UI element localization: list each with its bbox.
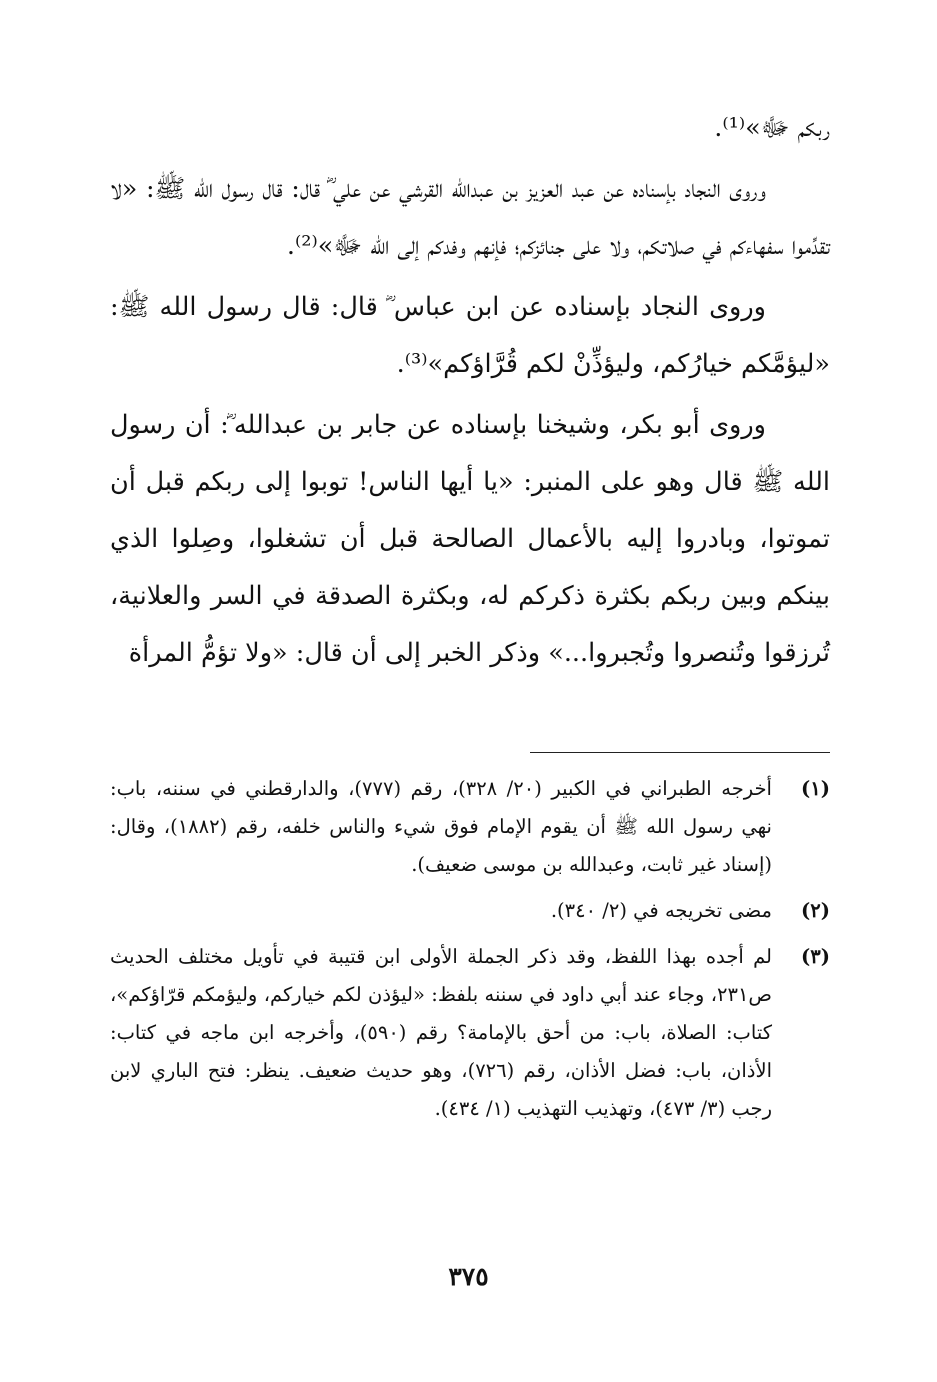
paragraph-abu-bakr-jabir: وروى أبو بكر، وشيخنا بإسناده عن جابر بن عبدالله ؓ: أن رسول الله ﷺ قال وهو على المنبر: «يا أيها الناس! توبوا إلى ربكم قبل أن تموتوا، وبادروا إليه بالأعمال الصالحة قبل أن تشغلوا، وصِلوا الذي بينكم وبين ربكم بكثرة ذكركم له، وبكثرة الصدقة في السر والعلانية، تُرزقوا وتُنصروا وتُجبروا...» وذكر الخبر إلى أن قال: «ولا تؤمُّ المرأة: [110, 410, 830, 668]
main-text-body: [110, 100, 830, 682]
footnote-text: لم أجده بهذا اللفظ، وقد ذكر الجملة الأولى ابن قتيبة في تأويل مختلف الحديث ص٢٣١، وجاء عند أبي داود في سننه بلفظ: «ليؤذن لكم خياركم، وليؤمكم قرّاؤكم»، كتاب: الصلاة، باب: من أحق بالإمامة؟ رقم (٥٩٠)، وأخرجه ابن ماجه في كتاب: الأذان، باب: فضل الأذان، رقم (٧٢٦)، وهو حديث ضعيف. ينظر: فتح الباري لابن رجب (٣/ ٤٧٣)، وتهذيب التهذيب (١/ ٤٣٤).: [110, 945, 772, 1120]
footnotes-section: [110, 770, 830, 1136]
footnote-text: أخرجه الطبراني في الكبير (٢٠/ ٣٢٨)، رقم (٧٧٧)، والدارقطني في سننه، باب: نهي رسول الله ﷺ أن يقوم الإمام فوق شيء والناس خلفه، رقم (١٨٨٢)، وقال: (إسناد غير ثابت، وعبدالله بن موسى ضعيف).: [110, 777, 772, 876]
paragraph-najjad-ibn-abbas: وروى النجاد بإسناده عن ابن عباس ؓ قال: قال رسول الله ﷺ: «ليؤمَّكم خيارُكم، وليؤذِّنْ لكم قُرَّاؤكم»⁽³⁾.: [110, 292, 830, 379]
footnote-number: (١): [801, 777, 830, 800]
paragraph-continuation: ربكم ﷻ»⁽¹⁾.: [714, 113, 830, 143]
page-number: ٣٧٥: [448, 1262, 489, 1291]
footnote-item: [110, 938, 830, 1128]
footnote-separator: [530, 752, 830, 753]
footnote-number: (٣): [801, 945, 830, 968]
footnote-text: مضى تخريجه في (٢/ ٣٤٠).: [550, 899, 772, 922]
paragraph-najjad-ali: وروى النجاد بإسناده عن عبد العزيز بن عبدالله القرشي عن علي ؓ قال: قال رسول الله ﷺ: «لا تقدِّموا سفهاءكم في صلاتكم، ولا على جنائزكم؛ فإنهم وفدكم إلى الله ﷻ»⁽²⁾.: [110, 174, 830, 261]
footnote-item: [110, 892, 830, 930]
footnote-item: [110, 770, 830, 884]
footnote-number: (٢): [801, 899, 830, 922]
